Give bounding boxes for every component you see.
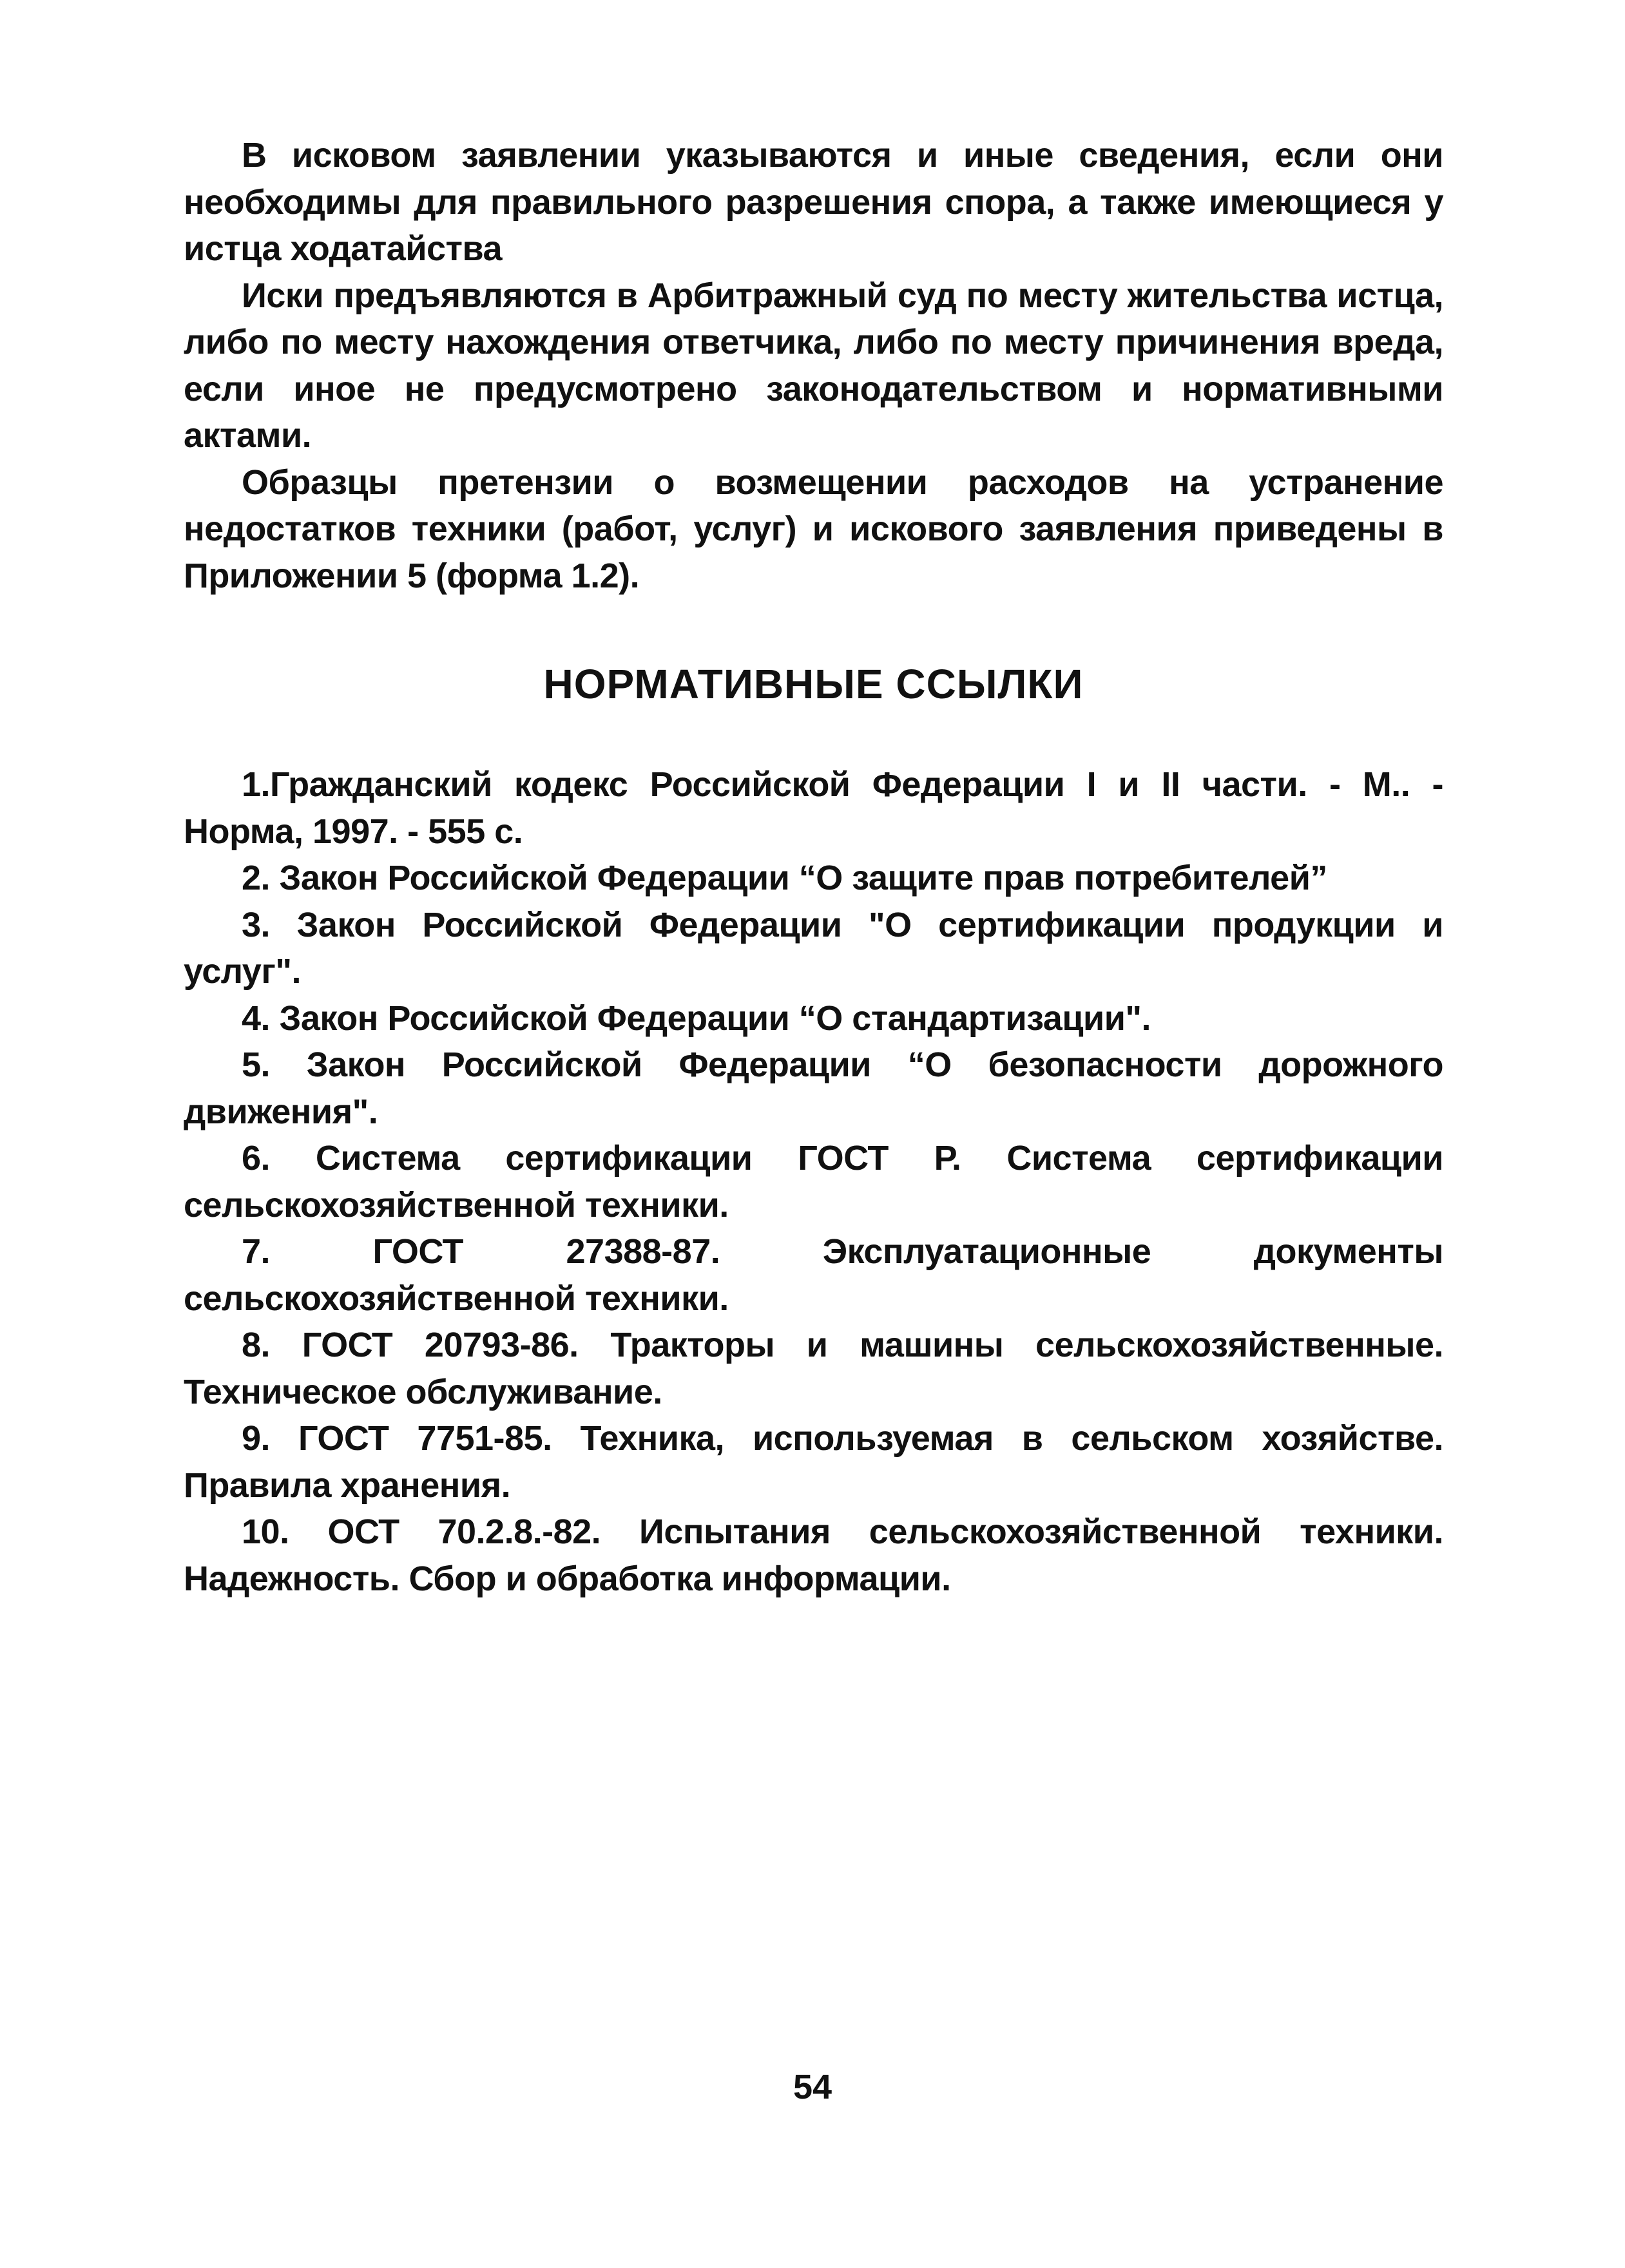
page-content xyxy=(184,132,1443,1602)
reference-item: 2. Закон Российской Федерации “О защите прав потребителей” xyxy=(242,859,1327,897)
paragraph-jurisdiction: Иски предъявляются в Арбитражный суд по месту жительства истца, либо по месту нахождения ответчика, либо по месту причинения вреда, если иное не предусмотрено законодательством и нормативными актами. xyxy=(184,276,1443,455)
section-title: НОРМАТИВНЫЕ ССЫЛКИ xyxy=(543,661,1084,707)
reference-item: 7. ГОСТ 27388-87. Эксплуатационные документы сельскохозяйственной техники. xyxy=(184,1232,1443,1318)
paragraph-samples: Образцы претензии о возмещении расходов на устранение недостатков техники (работ, услуг) и искового заявления приведены в Приложении 5 (форма 1.2). xyxy=(184,462,1443,595)
paragraph-claim-details: В исковом заявлении указываются и иные сведения, если они необходимы для правильного разрешения спора, а также имеющиеся у истца ходатайства xyxy=(184,136,1443,268)
reference-item: 9. ГОСТ 7751-85. Техника, используемая в сельском хозяйстве. Правила хранения. xyxy=(184,1419,1443,1505)
reference-item: 3. Закон Российской Федерации "О сертификации продукции и услуг". xyxy=(184,905,1443,991)
reference-item: 6. Система сертификации ГОСТ Р. Система сертификации сельскохозяйственной техники. xyxy=(184,1139,1443,1225)
reference-item: 8. ГОСТ 20793-86. Тракторы и машины сельскохозяйственные. Техническое обслуживание. xyxy=(184,1326,1443,1411)
reference-item: 1.Гражданский кодекс Российской Федерации I и II части. - М.. - Норма, 1997. - 555 с. xyxy=(184,765,1443,851)
reference-item: 4. Закон Российской Федерации “О стандартизации". xyxy=(242,998,1151,1038)
reference-item: 10. ОСТ 70.2.8.-82. Испытания сельскохозяйственной техники. Надежность. Сбор и обработка информации. xyxy=(184,1512,1443,1598)
page-number: 54 xyxy=(793,2068,832,2106)
reference-list xyxy=(184,761,1443,1602)
reference-item: 5. Закон Российской Федерации “О безопасности дорожного движения". xyxy=(184,1045,1443,1131)
